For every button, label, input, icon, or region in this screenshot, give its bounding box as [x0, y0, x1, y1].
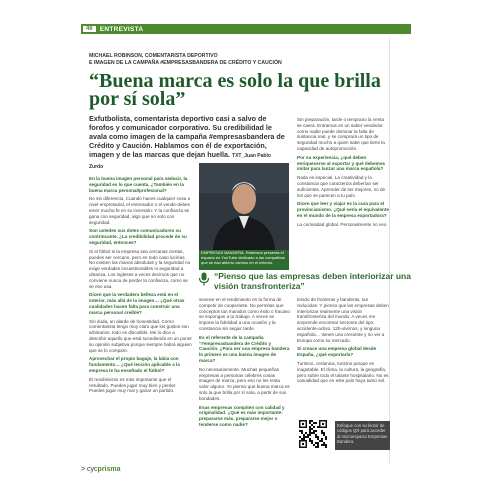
interview-answer: Si el fútbol si la empresa sea cercanas ciertas, puedes ser cercano, pero en todo caso lucirías. No existen las manos absolutas y la seguridad no exige verdades incuestionables ni seguridad a ultranza. Los ingleses a veces decimos que no conviene nunca de perder la confianza, como se se eso usa.: [89, 248, 191, 289]
qr-module: [317, 436, 319, 438]
qr-module: [309, 426, 311, 428]
interview-question: Aprovechar el propio bagaje, la labia con fundamento… ¿Qué lección aplicable a la empresa le ha enseñado el fútbol?: [89, 356, 180, 373]
page-number: 46: [83, 26, 96, 32]
interview-question: Por su experiencia, ¿qué deben enriquecerse al exportar y qué debemos imitar para lanzar una marca española?: [297, 154, 386, 172]
interview-question: Son ustedes sus dotes comunicadores su contrincante. ¿La credibilidad procede de su seguridad, entonces?: [89, 228, 187, 245]
qr-module: [323, 444, 325, 446]
qr-module: [319, 440, 321, 442]
qr-module: [302, 443, 304, 445]
qr-module: [311, 442, 313, 444]
qr-module: [309, 440, 311, 442]
qr-module: [321, 440, 323, 442]
column-2: [199, 297, 290, 431]
interview-question: Es el referente de la campaña “#empresasbandera de Crédito y Caución. ¿Para ser una empresa bandera lo primero es una buena imagen de marca?: [199, 334, 290, 363]
qr-module: [315, 422, 317, 424]
interview-question: Si creace una empresa global desde España, ¿qué exportaría?: [297, 346, 377, 358]
qr-module: [317, 446, 319, 448]
qr-module: [325, 436, 327, 438]
interview-question: Esas empresas compiten con calidad y originalidad. ¿Qué es más importante: prepararse más, prepararse mejor o tenderse como nadie?: [199, 404, 285, 427]
qr-module: [315, 430, 317, 432]
qr-module: [325, 444, 327, 446]
qr-module: [313, 422, 315, 424]
qr-module: [311, 424, 313, 426]
qr-module: [317, 444, 319, 446]
footer-brand: [81, 466, 121, 473]
kicker-line-1: MICHAEL ROBINSON, COMENTARISTA DEPORTIVO: [89, 53, 218, 59]
qr-module: [313, 430, 315, 432]
interview-answer: Turismo, cerámica, turismo porque es inagotable. El clima, la cultura, la geografía, pero sobre todo el talante hospitalario. No es casualidad que en este país haya tanto sol.: [297, 360, 389, 384]
pull-quote-text: “Pienso que las empresas deben interiorizar una visión transfronteriza”: [214, 271, 411, 291]
interview-answer: La curiosidad global. Personalmente no veo: [297, 221, 387, 227]
qr-module: [325, 446, 327, 448]
qr-module: [315, 442, 317, 444]
lead-text: Exfutbolista, comentarista deportivo casi a salvo de forofos y comunicador corporativo. Su credibilidad le avala como imagen de la campaña #empresasbandera de Crédito y Caución. Hablamos con él de exportación, imagen y de las marcas que dejan huella.: [89, 114, 285, 159]
qr-module: [309, 430, 311, 432]
qr-module: [323, 434, 325, 436]
qr-module: [315, 434, 317, 436]
qr-code[interactable]: [298, 419, 328, 449]
interview-answer: Nada es especial. La creatividad y la constancia que caracteriza deberían ser suficientes. Aprender de los mejores, no de los que se parecen a tu país.: [297, 175, 386, 198]
qr-module: [301, 438, 303, 440]
microphone-icon: [197, 272, 211, 286]
qr-module: [325, 438, 327, 440]
qr-module: [301, 432, 303, 434]
photo-caption: EMPRESAS BANDERA. Robinson presenta el espacio en YouTube dedicado a las compañías que se han abierto camino en el exterior.: [199, 250, 289, 270]
byline: TXT_Juan Pablo Zurdo: [89, 153, 271, 170]
interview-answer: El rendimiento es más importante que el resultado. Puedes jugar muy bien y perder. Puedes jugar muy mal y ganar un partido.: [89, 376, 177, 394]
qr-module: [322, 423, 324, 425]
interview-question: En la buena imagen personal para seducir, la seguridad es lo que cuenta. ¿También en la buena marca personal/profesional?: [89, 176, 188, 193]
qr-module: [321, 432, 323, 434]
interview-answer: Sin duda, un alarde de honestidad. Como comentarista tengo muy claro que los gustos son arbitrarios, todo es discutible. Me lo dice a describir aquello que está sucediendo en un poner su opinión subjetiva porque siempre habrá alguien que se lo compare.: [89, 318, 192, 353]
qr-module: [309, 434, 311, 436]
qr-module: [313, 444, 315, 446]
qr-module: [315, 446, 317, 448]
qr-module: [309, 422, 311, 424]
kicker-line-2: E IMAGEN DE LA CAMPAÑA #EMPRESASBANDERA DE CRÉDITO Y CAUCIÓN: [89, 59, 282, 66]
qr-module: [315, 436, 317, 438]
section-title: ENTREVISTA: [99, 25, 144, 33]
section-header: [81, 24, 411, 34]
qr-module: [299, 430, 301, 432]
qr-module: [317, 442, 319, 444]
kicker: [89, 53, 389, 66]
right-divider: [389, 38, 390, 463]
qr-module: [299, 436, 301, 438]
headline: “Buena marca es solo la que brilla por sí sola”: [89, 70, 381, 110]
qr-note: Enfoque con su lector de códigos QR para acceder al microespacio Empresas Bandera.: [335, 421, 390, 450]
qr-module: [317, 426, 319, 428]
qr-module: [303, 438, 305, 440]
qr-module: [311, 428, 313, 430]
qr-module: [311, 432, 313, 434]
qr-module: [301, 430, 303, 432]
qr-module: [317, 438, 319, 440]
qr-module: [313, 432, 315, 434]
footer-prefix: > cyc: [81, 466, 98, 473]
qr-module: [303, 436, 305, 438]
qr-module: [313, 426, 315, 428]
qr-module: [309, 428, 311, 430]
interview-answer: No sin diferencia. Cuando haces cualquier cosa a nivel empresarial, el entrenador o el vende-debes tener mucha fe en su inversión. Y la confianza se gana con seguridad, algo que no solo con seguridad.: [89, 196, 191, 225]
person-illustration: [199, 163, 289, 250]
column-3-continued: [297, 297, 389, 387]
qr-module: [307, 434, 309, 436]
qr-module: [305, 436, 307, 438]
qr-module: [321, 430, 323, 432]
qr-module: [323, 442, 325, 444]
qr-module: [321, 444, 323, 446]
interview-answer: tenido de fronteras y banderas, tan reducidas. Y pienso que las empresas deben interiorizar realmente una visión transfronteriza del mundo. A veces me sorprende encontrar sectores del tipo: accidente-activo, 12h-vivirnos, y ninguna española… tienen una creciente y no ver a Europa como su mercado.: [297, 297, 389, 343]
qr-module: [321, 438, 323, 440]
qr-module: [302, 423, 304, 425]
qr-module: [309, 438, 311, 440]
column-3: [297, 117, 389, 231]
interview-question: Dicen que leer y viajar es la cura para el provincianismo. ¿Qué sería el equivalente en el mundo de la empresa exportadora?: [297, 201, 389, 218]
qr-module: [307, 436, 309, 438]
interview-answer: severar en el rendimiento en la forma de competir de cooperante. No permitas que conceptos tan manidos como éxito o fracaso se impongan a tu trabajo. A veces se impone la fidelidad a una ocasión y la constancia sin seguir tarde.: [199, 297, 290, 331]
portrait-photo: [199, 163, 289, 250]
qr-module: [309, 420, 311, 422]
qr-module: [311, 440, 313, 442]
qr-module: [305, 432, 307, 434]
interview-answer: No necesariamente. Muchas pequeñas empresas a personas célebres cosas imagen de marca, pero eso no les resta valor alguno. Yo pienso que buena marca es solo la que brilla por sí sola, a partir de sus bondades.: [199, 366, 290, 401]
column-1: [89, 176, 192, 397]
qr-module: [309, 432, 311, 434]
qr-module: [323, 432, 325, 434]
interview-question: Dicen que la verdadera belleza está en el interior, más allá de la imagen… ¿Qué otras cualidades hacen falta para construir una marca personal creíble?: [89, 292, 185, 315]
interview-answer: Sin preparación, tarde o temprano la venta se caerá. Entramos en un saber vendedor como nadie puede dominar la falta de sustancia real, y se comprará un tipo de seguridad mucho a quien sabe que tiene la capacidad de autopromoción.: [297, 117, 385, 151]
footer-brand-name: prisma: [97, 466, 121, 473]
qr-module: [311, 420, 313, 422]
qr-module: [303, 434, 305, 436]
